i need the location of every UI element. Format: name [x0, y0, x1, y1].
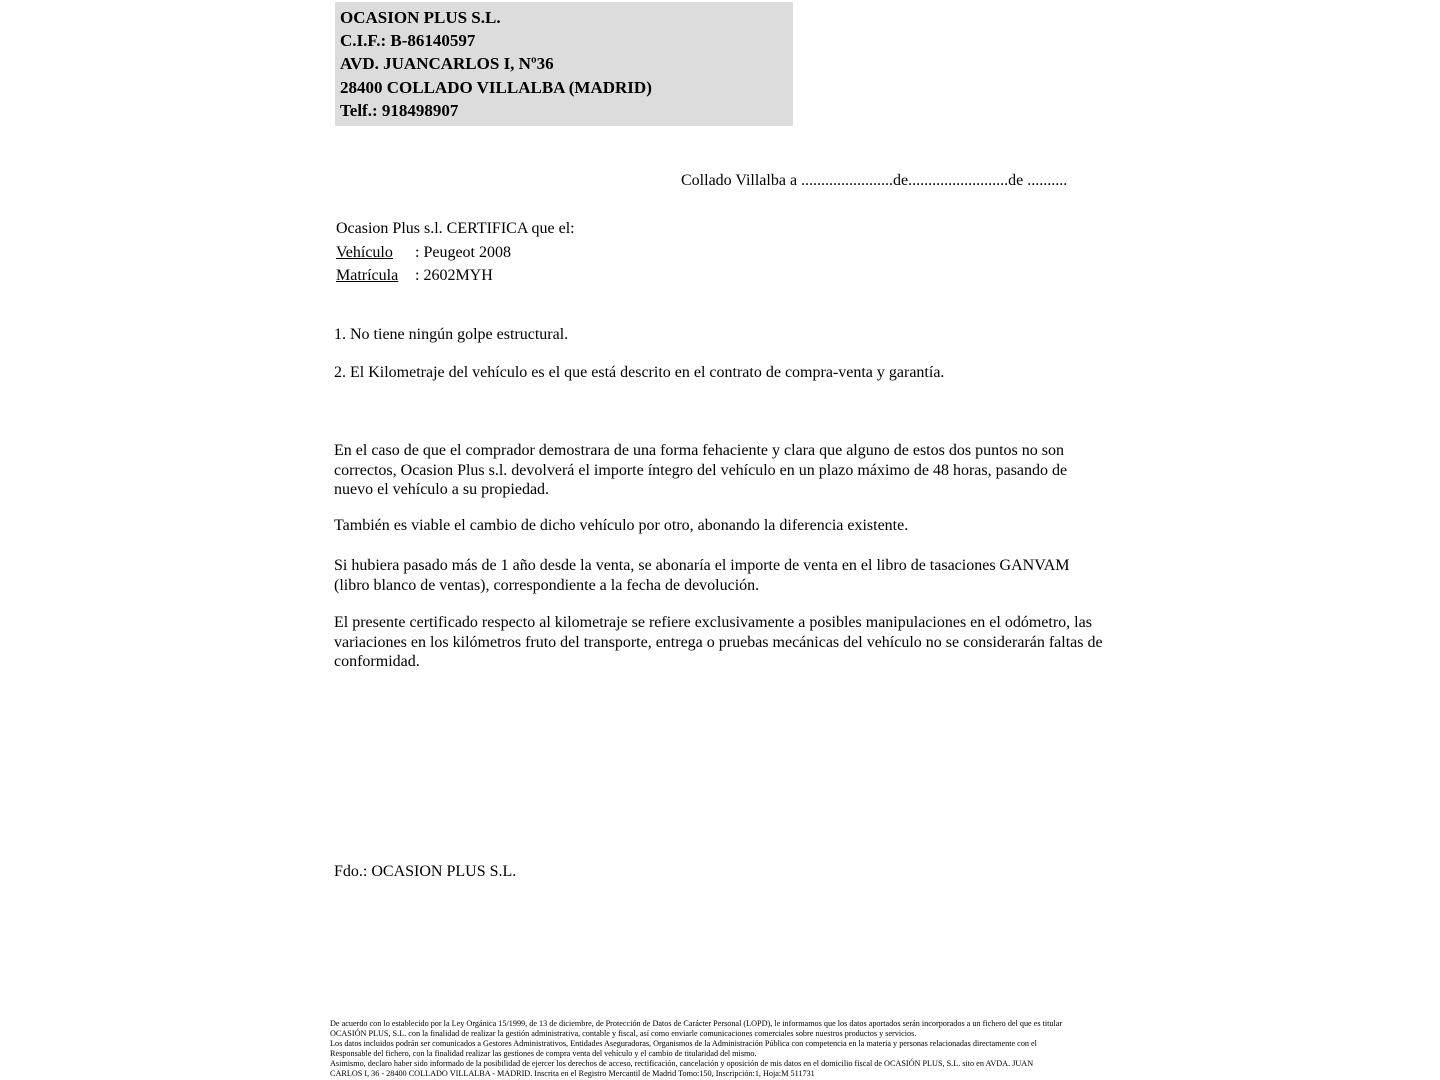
signature-line: Fdo.: OCASION PLUS S.L.: [334, 863, 517, 880]
company-address: AVD. JUANCARLOS I, Nº36: [340, 54, 554, 74]
paragraph-refund: En el caso de que el comprador demostrara de una forma fehaciente y clara que alguno de estos dos puntos no son correctos, Ocasion Plus s.l. devolverá el importe íntegro del vehículo en un plazo máximo de 48 horas, pasando de nuevo el vehículo a su propiedad.: [334, 442, 1068, 499]
legal-line-5: Asimismo, declaro haber sido informado de la posibilidad de ejercer los derechos de acceso, rectificación, cancelación y oposición de mis datos en el domicilio fiscal de OCASIÓN PLUS, S.L. sito en AVDA. JUAN: [330, 1058, 1034, 1068]
plate-row: [336, 264, 575, 288]
vehicle-value: : Peugeot 2008: [415, 243, 511, 261]
company-phone: Telf.: 918498907: [340, 100, 459, 120]
legal-line-2: OCASIÓN PLUS, S.L. con la finalidad de realizar la gestión administrativa, contable y fiscal, así como enviarle comunicaciones comerciales sobre nuestros productos y servicios.: [330, 1028, 917, 1038]
vehicle-label: Vehículo: [336, 243, 393, 261]
company-city: 28400 COLLADO VILLALBA (MADRID): [340, 77, 652, 97]
company-header-box: [335, 2, 793, 126]
paragraph-exchange: También es viable el cambio de dicho vehículo por otro, abonando la diferencia existente.: [334, 517, 909, 534]
date-place-line: Collado Villalba a .......................de.........................de ..........: [681, 172, 1068, 189]
paragraph-ganvam: Si hubiera pasado más de 1 año desde la venta, se abonaría el importe de venta en el libro de tasaciones GANVAM (libro blanco de ventas), correspondiente a la fecha de devolución.: [334, 557, 1070, 594]
certificate-intro-block: [336, 217, 575, 288]
legal-line-4: Responsable del fichero, con la finalidad realizar las gestiones de compra venta del vehículo y el cambio de titularidad del mismo.: [330, 1048, 757, 1058]
legal-line-3: Los datos incluidos podrán ser comunicados a Gestores Administrativos, Entidades Aseguradoras, Organismos de la Administración Pública con competencia en la materia y personas relacionadas directamente con el: [330, 1038, 1037, 1048]
plate-value: : 2602MYH: [415, 267, 493, 285]
legal-fine-print: [330, 1019, 1062, 1078]
vehicle-row: [336, 241, 575, 265]
plate-label: Matrícula: [336, 267, 399, 285]
company-cif: C.I.F.: B-86140597: [340, 31, 476, 51]
company-name: OCASION PLUS S.L.: [340, 8, 501, 27]
paragraph-odometer: El presente certificado respecto al kilometraje se refiere exclusivamente a posibles manipulaciones en el odómetro, las variaciones en los kilómetros fruto del transporte, entrega o pruebas mecánicas del vehículo no se considerarán faltas de conformidad.: [334, 614, 1103, 671]
legal-line-1: De acuerdo con lo establecido por la Ley Orgánica 15/1999, de 13 de diciembre, de Protección de Datos de Carácter Personal (LOPD), le informamos que los datos aportados serán incorporados a un fichero del que es titular: [330, 1019, 1063, 1028]
point-1-structural: 1. No tiene ningún golpe estructural.: [334, 326, 569, 343]
legal-line-6: CARLOS I, 36 - 28400 COLLADO VILLALBA - MADRID. Inscrita en el Registro Mercantil de Madrid Tomo:150, Inscripción:1, Hoja:M 511731: [330, 1068, 815, 1078]
certifica-line: Ocasion Plus s.l. CERTIFICA que el:: [336, 220, 575, 237]
point-2-mileage: 2. El Kilometraje del vehículo es el que está descrito en el contrato de compra-venta y garantía.: [334, 364, 945, 381]
